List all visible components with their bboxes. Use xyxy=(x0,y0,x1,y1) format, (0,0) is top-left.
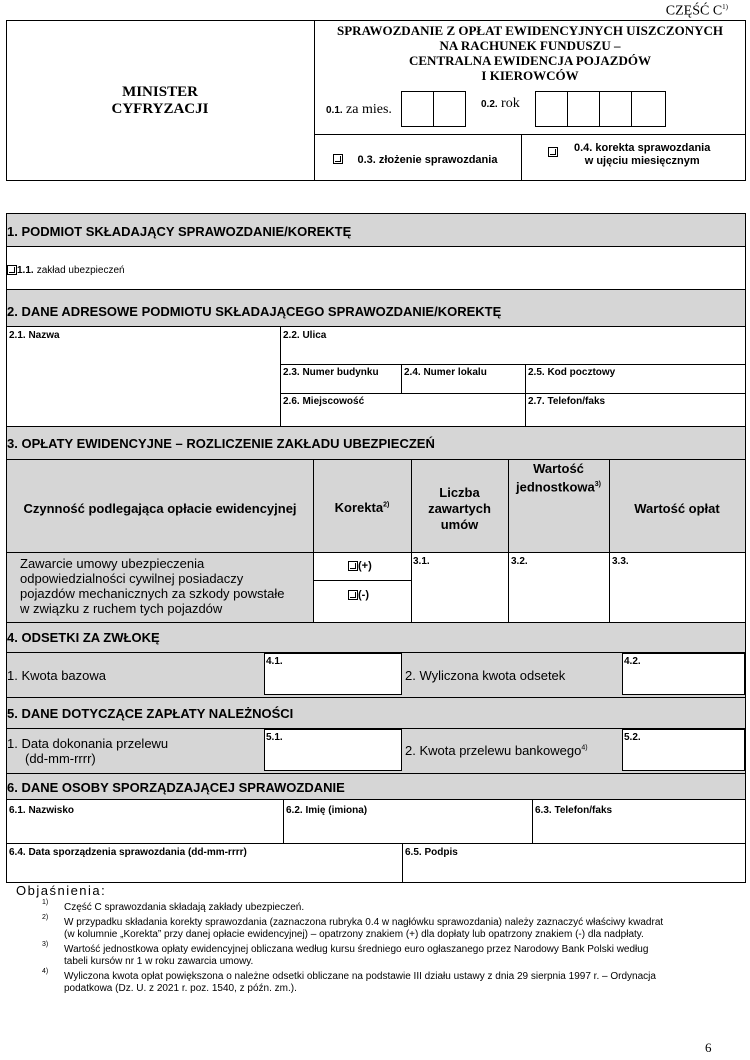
field-2-6: 2.6. Miejscowość xyxy=(283,396,365,407)
notes-heading: Objaśnienia: xyxy=(16,883,107,898)
notes-list xyxy=(42,899,732,995)
authority-name: MINISTER CYFRYZACJI xyxy=(111,84,209,117)
transfer-amount-label: 2. Kwota przelewu bankowego$^{4)}$ xyxy=(405,743,588,758)
activity-text: Zawarcie umowy ubezpieczenia odpowiedzialności cywilnej posiadaczy pojazdów mechanicznych za szkody powstałe w związku z ruchem tych pojazdów xyxy=(20,556,285,616)
year-digit-4[interactable] xyxy=(631,91,666,127)
correction-minus[interactable]: (-) xyxy=(348,589,369,601)
field-3-1[interactable]: 3.1. xyxy=(413,556,430,567)
col-fee-value: Wartość opłat xyxy=(634,501,720,516)
field-2-2: 2.2. Ulica xyxy=(283,330,327,341)
month-digit-1[interactable] xyxy=(401,91,434,127)
report-title: SPRAWOZDANIE Z OPŁAT EWIDENCYJNYCH UISZCZONYCH NA RACHUNEK FUNDUSZU – CENTRALNA EWIDENCJA POJAZDÓW I KIEROWCÓW xyxy=(337,23,723,83)
field-3-3[interactable]: 3.3. xyxy=(612,556,629,567)
correction-plus[interactable]: (+) xyxy=(348,560,372,572)
col-activity: Czynność podlegająca opłacie ewidencyjnej xyxy=(23,501,297,516)
col-correction: Korekta$^{2)}$ xyxy=(334,500,390,515)
field-4-1[interactable]: 4.1. xyxy=(264,653,402,695)
field-2-7: 2.7. Telefon/faks xyxy=(528,396,606,407)
note-4: 4) Wyliczona kwota opłat powiększona o należne odsetki obliczane na podstawie III działu ustawy z dnia 29 sierpnia 1997 r. – Ordynacja podatkowa (Dz. U. z 2021 r. poz. 1540, z późn. zm.). xyxy=(42,968,656,994)
field-6-4: 6.4. Data sporządzenia sprawozdania (dd-mm-rrrr) xyxy=(9,847,247,858)
field-2-3: 2.3. Numer budynku xyxy=(283,367,379,378)
section-3-header: 3. OPŁATY EWIDENCYJNE – ROZLICZENIE ZAKŁADU UBEZPIECZEŃ xyxy=(7,427,745,460)
field-5-2[interactable]: 5.2. xyxy=(622,729,745,771)
submission-checkbox[interactable] xyxy=(333,154,343,164)
col-contracts: Liczba zawartych umów xyxy=(428,485,491,532)
field-2-5: 2.5. Kod pocztowy xyxy=(528,367,616,378)
base-amount-label: 1. Kwota bazowa xyxy=(7,668,107,683)
section-4-header: 4. ODSETKI ZA ZWŁOKĘ xyxy=(7,630,160,645)
note-3: 3) Wartość jednostkowa opłaty ewidencyjnej obliczana według kursu średniego euro ogłaszanego przez Narodowy Bank Polski według tabeli kursów nr 1 w roku zawarcia umowy. xyxy=(42,941,649,967)
year-digit-2[interactable] xyxy=(567,91,600,127)
field-6-2: 6.2. Imię (imiona) xyxy=(286,805,368,816)
field-0-2-label: 0.2. rok xyxy=(481,96,520,111)
col-unit-value: Wartość jednostkowa$^{3)}$ xyxy=(516,461,601,495)
month-digit-2[interactable] xyxy=(433,91,466,127)
field-0-1-label: 0.1. za mies. xyxy=(326,102,392,117)
submission-checkbox-row: 0.3. złożenie sprawozdania xyxy=(333,150,497,168)
field-2-1: 2.1. Nazwa xyxy=(9,330,60,341)
correction-checkbox[interactable] xyxy=(548,143,558,161)
field-5-1[interactable]: 5.1. xyxy=(264,729,402,771)
section-6-header: 6. DANE OSOBY SPORZĄDZAJĄCEJ SPRAWOZDANIE xyxy=(7,774,745,800)
field-6-1: 6.1. Nazwisko xyxy=(9,805,75,816)
year-digit-3[interactable] xyxy=(599,91,632,127)
calc-interest-label: 2. Wyliczona kwota odsetek xyxy=(405,668,566,683)
field-3-2[interactable]: 3.2. xyxy=(511,556,528,567)
field-2-4: 2.4. Numer lokalu xyxy=(404,367,487,378)
field-6-3: 6.3. Telefon/faks xyxy=(535,805,613,816)
year-digit-1[interactable] xyxy=(535,91,568,127)
note-1: 1) Część C sprawozdania składają zakłady ubezpieczeń. xyxy=(42,899,305,913)
field-4-2[interactable]: 4.2. xyxy=(622,653,745,695)
field-1-1: 1.1. zakład ubezpieczeń xyxy=(7,247,745,290)
section-1-header: 1. PODMIOT SKŁADAJĄCY SPRAWOZDANIE/KOREKTĘ xyxy=(7,214,745,247)
section-5-header: 5. DANE DOTYCZĄCE ZAPŁATY NALEŻNOŚCI xyxy=(7,706,294,721)
field-6-5: 6.5. Podpis xyxy=(405,847,458,858)
correction-label: 0.4. korekta sprawozdania w ujęciu miesięcznym xyxy=(574,142,711,167)
part-label: CZĘŚĆ $C^{1)}$ xyxy=(665,3,728,19)
note-2: 2) W przypadku składania korekty sprawozdania (zaznaczona rubryka 0.4 w nagłówku sprawozdania) należy zaznaczyć właściwy kwadrat (w kolumnie „Korekta” przy danej opłacie ewidencyjnej) – opatrzony znakiem (+) dla dopłaty lub opatrzony znakiem (-) dla nadpłaty. xyxy=(42,914,664,940)
page-number: 6 xyxy=(705,1040,712,1055)
section-2-header: 2. DANE ADRESOWE PODMIOTU SKŁADAJĄCEGO SPRAWOZDANIE/KOREKTĘ xyxy=(7,290,745,327)
transfer-date-label: 1. Data dokonania przelewu (dd-mm-rrrr) xyxy=(7,736,169,766)
insurer-checkbox[interactable] xyxy=(7,265,17,275)
